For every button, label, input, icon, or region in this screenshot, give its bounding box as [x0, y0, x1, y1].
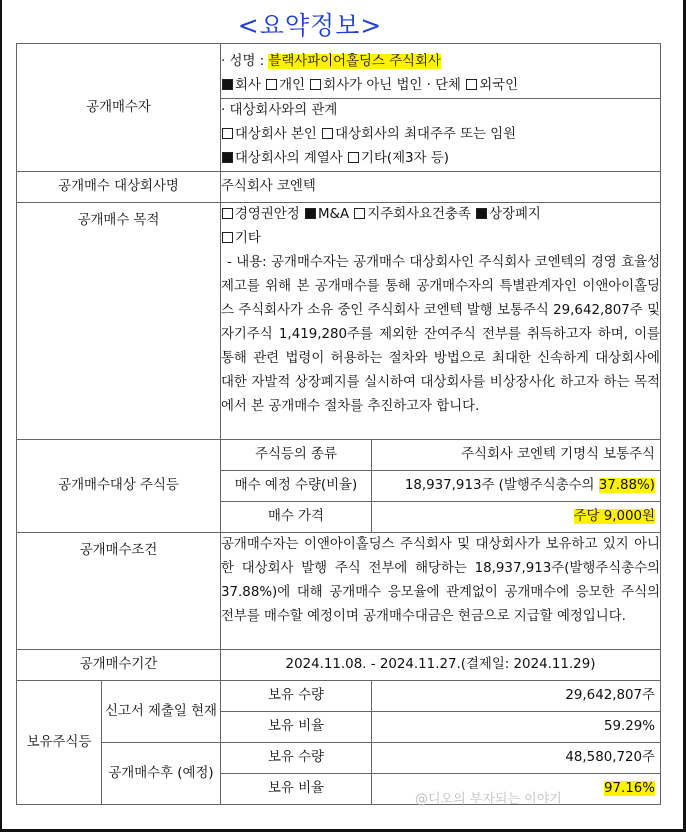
checkbox-icon [222, 79, 233, 90]
holdings-label: 보유주식등 [17, 681, 102, 805]
checkbox-icon [466, 79, 477, 90]
buyer-name-line [221, 50, 660, 74]
holdings-before-label: 신고서 제출일 현재 [102, 681, 221, 743]
checkbox-icon [310, 79, 321, 90]
target-company-value: 주식회사 코엔텍 [221, 172, 661, 203]
holdings-after-qty-label: 보유 수량 [221, 743, 372, 774]
holdings-after-ratio-highlight: 97.16% [603, 781, 655, 796]
buyer-label: 공개매수자 [17, 44, 221, 172]
page-title: <요약정보> [237, 11, 383, 40]
shares-qty-label: 매수 예정 수량(비율) [221, 471, 372, 502]
target-shares-label: 공개매수대상 주식등 [17, 440, 221, 533]
checkbox-icon [476, 208, 487, 219]
conditions-label: 공개매수조건 [17, 533, 221, 650]
relation-options-line-2: 대상회사의 계열사 기타(제3자 등) [221, 147, 660, 171]
summary-table [16, 43, 661, 805]
buyer-type-options [221, 74, 660, 98]
checkbox-icon [266, 79, 277, 90]
purpose-label: 공개매수 목적 [17, 203, 221, 440]
checkbox-icon [354, 208, 365, 219]
purpose-content [221, 203, 661, 440]
shares-price-highlight: 주당 9,000원 [573, 509, 655, 524]
checkbox-icon [222, 152, 233, 163]
buyer-relation [221, 99, 661, 172]
buyer-type-option: 회사 [221, 78, 261, 93]
purpose-options: 경영권안정 M&A 지주회사요건충족 상장폐지 기타 [221, 203, 660, 251]
holdings-after-ratio-label: 보유 비율 [221, 774, 372, 805]
shares-price-value [372, 502, 661, 533]
relation-title: · 대상회사와의 관계 [221, 103, 338, 118]
shares-price-label: 매수 가격 [221, 502, 372, 533]
checkbox-icon [222, 232, 233, 243]
shares-qty-prefix: 18,937,913주 (발행주식총수의 [404, 478, 599, 493]
checkbox-icon [222, 208, 233, 219]
buyer-type-option: 회사가 아닌 법인 · 단체 [309, 78, 461, 93]
target-company-label: 공개매수 대상회사명 [17, 172, 221, 203]
buyer-row-1 [17, 44, 661, 99]
buyer-info [221, 44, 661, 99]
holdings-before-ratio-label: 보유 비율 [221, 712, 372, 743]
checkbox-icon [305, 208, 316, 219]
checkbox-icon [322, 128, 333, 139]
target-company-row [17, 172, 661, 203]
checkbox-icon [348, 152, 359, 163]
holdings-before-ratio-value: 59.29% [372, 712, 661, 743]
holdings-after-label: 공개매수후 (예정) [102, 743, 221, 805]
shares-type-value: 주식회사 코엔텍 기명식 보통주식 [372, 440, 661, 471]
watermark: @디오의 부자되는 이야기 [415, 792, 562, 807]
checkbox-icon [222, 128, 233, 139]
purpose-description: - 내용: 공개매수자는 공개매수 대상회사인 주식회사 코엔텍의 경영 효율성 제고를 위해 본 공개매수를 통해 공개매수자의 특별관계자인 이앤아이홀딩스 주식회사가 소유 중인 주식회사 코엔텍 발행 보통주식 29,642,807주 및 자기주식 1,419,280주를 제외한 잔여주식 전부를 취득하고자 하며, 이를 통해 관련 법령이 허용하는 절차와 방법으로 최대한 신속하게 대상회사에 대한 자발적 상장폐지를 실시하여 대상회사를 비상장사化 하고자 하는 목적에서 본 공개매수 절차를 추진하고자 합니다. [221, 255, 660, 414]
shares-qty-percent: 37.88%) [598, 478, 655, 493]
holdings-before-qty-value: 29,642,807주 [372, 681, 661, 712]
period-label: 공개매수기간 [17, 650, 221, 681]
left-frame-border [0, 0, 2, 832]
shares-type-label: 주식등의 종류 [221, 440, 372, 471]
buyer-name: 블랙사파이어홀딩스 주식회사 [268, 54, 441, 69]
relation-options-line-1: 대상회사 본인 대상회사의 최대주주 또는 임원 [221, 123, 660, 147]
holdings-after-qty-value: 48,580,720주 [372, 743, 661, 774]
buyer-name-prefix: · 성명 : [221, 54, 269, 69]
conditions-row [17, 533, 661, 650]
holdings-after-qty-row [17, 743, 661, 774]
period-row [17, 650, 661, 681]
purpose-row [17, 203, 661, 440]
holdings-before-qty-label: 보유 수량 [221, 681, 372, 712]
conditions-text: 공개매수자는 이앤아이홀딩스 주식회사 및 대상회사가 보유하고 있지 아니한 대상회사 발행 주식 전부에 해당하는 18,937,913주(발행주식총수의 37.88%)에 대해 공개매수 응모율에 관계없이 공개매수에 응모한 주식의 전부를 매수할 예정이며 공개매수대금은 현금으로 지급할 예정입니다. [221, 533, 661, 650]
holdings-before-qty-row [17, 681, 661, 712]
shares-type-row [17, 440, 661, 471]
buyer-type-option: 외국인 [465, 78, 518, 93]
buyer-type-option: 개인 [265, 78, 305, 93]
shares-qty-value [372, 471, 661, 502]
period-value: 2024.11.08. - 2024.11.27.(결제일: 2024.11.29) [221, 650, 661, 681]
